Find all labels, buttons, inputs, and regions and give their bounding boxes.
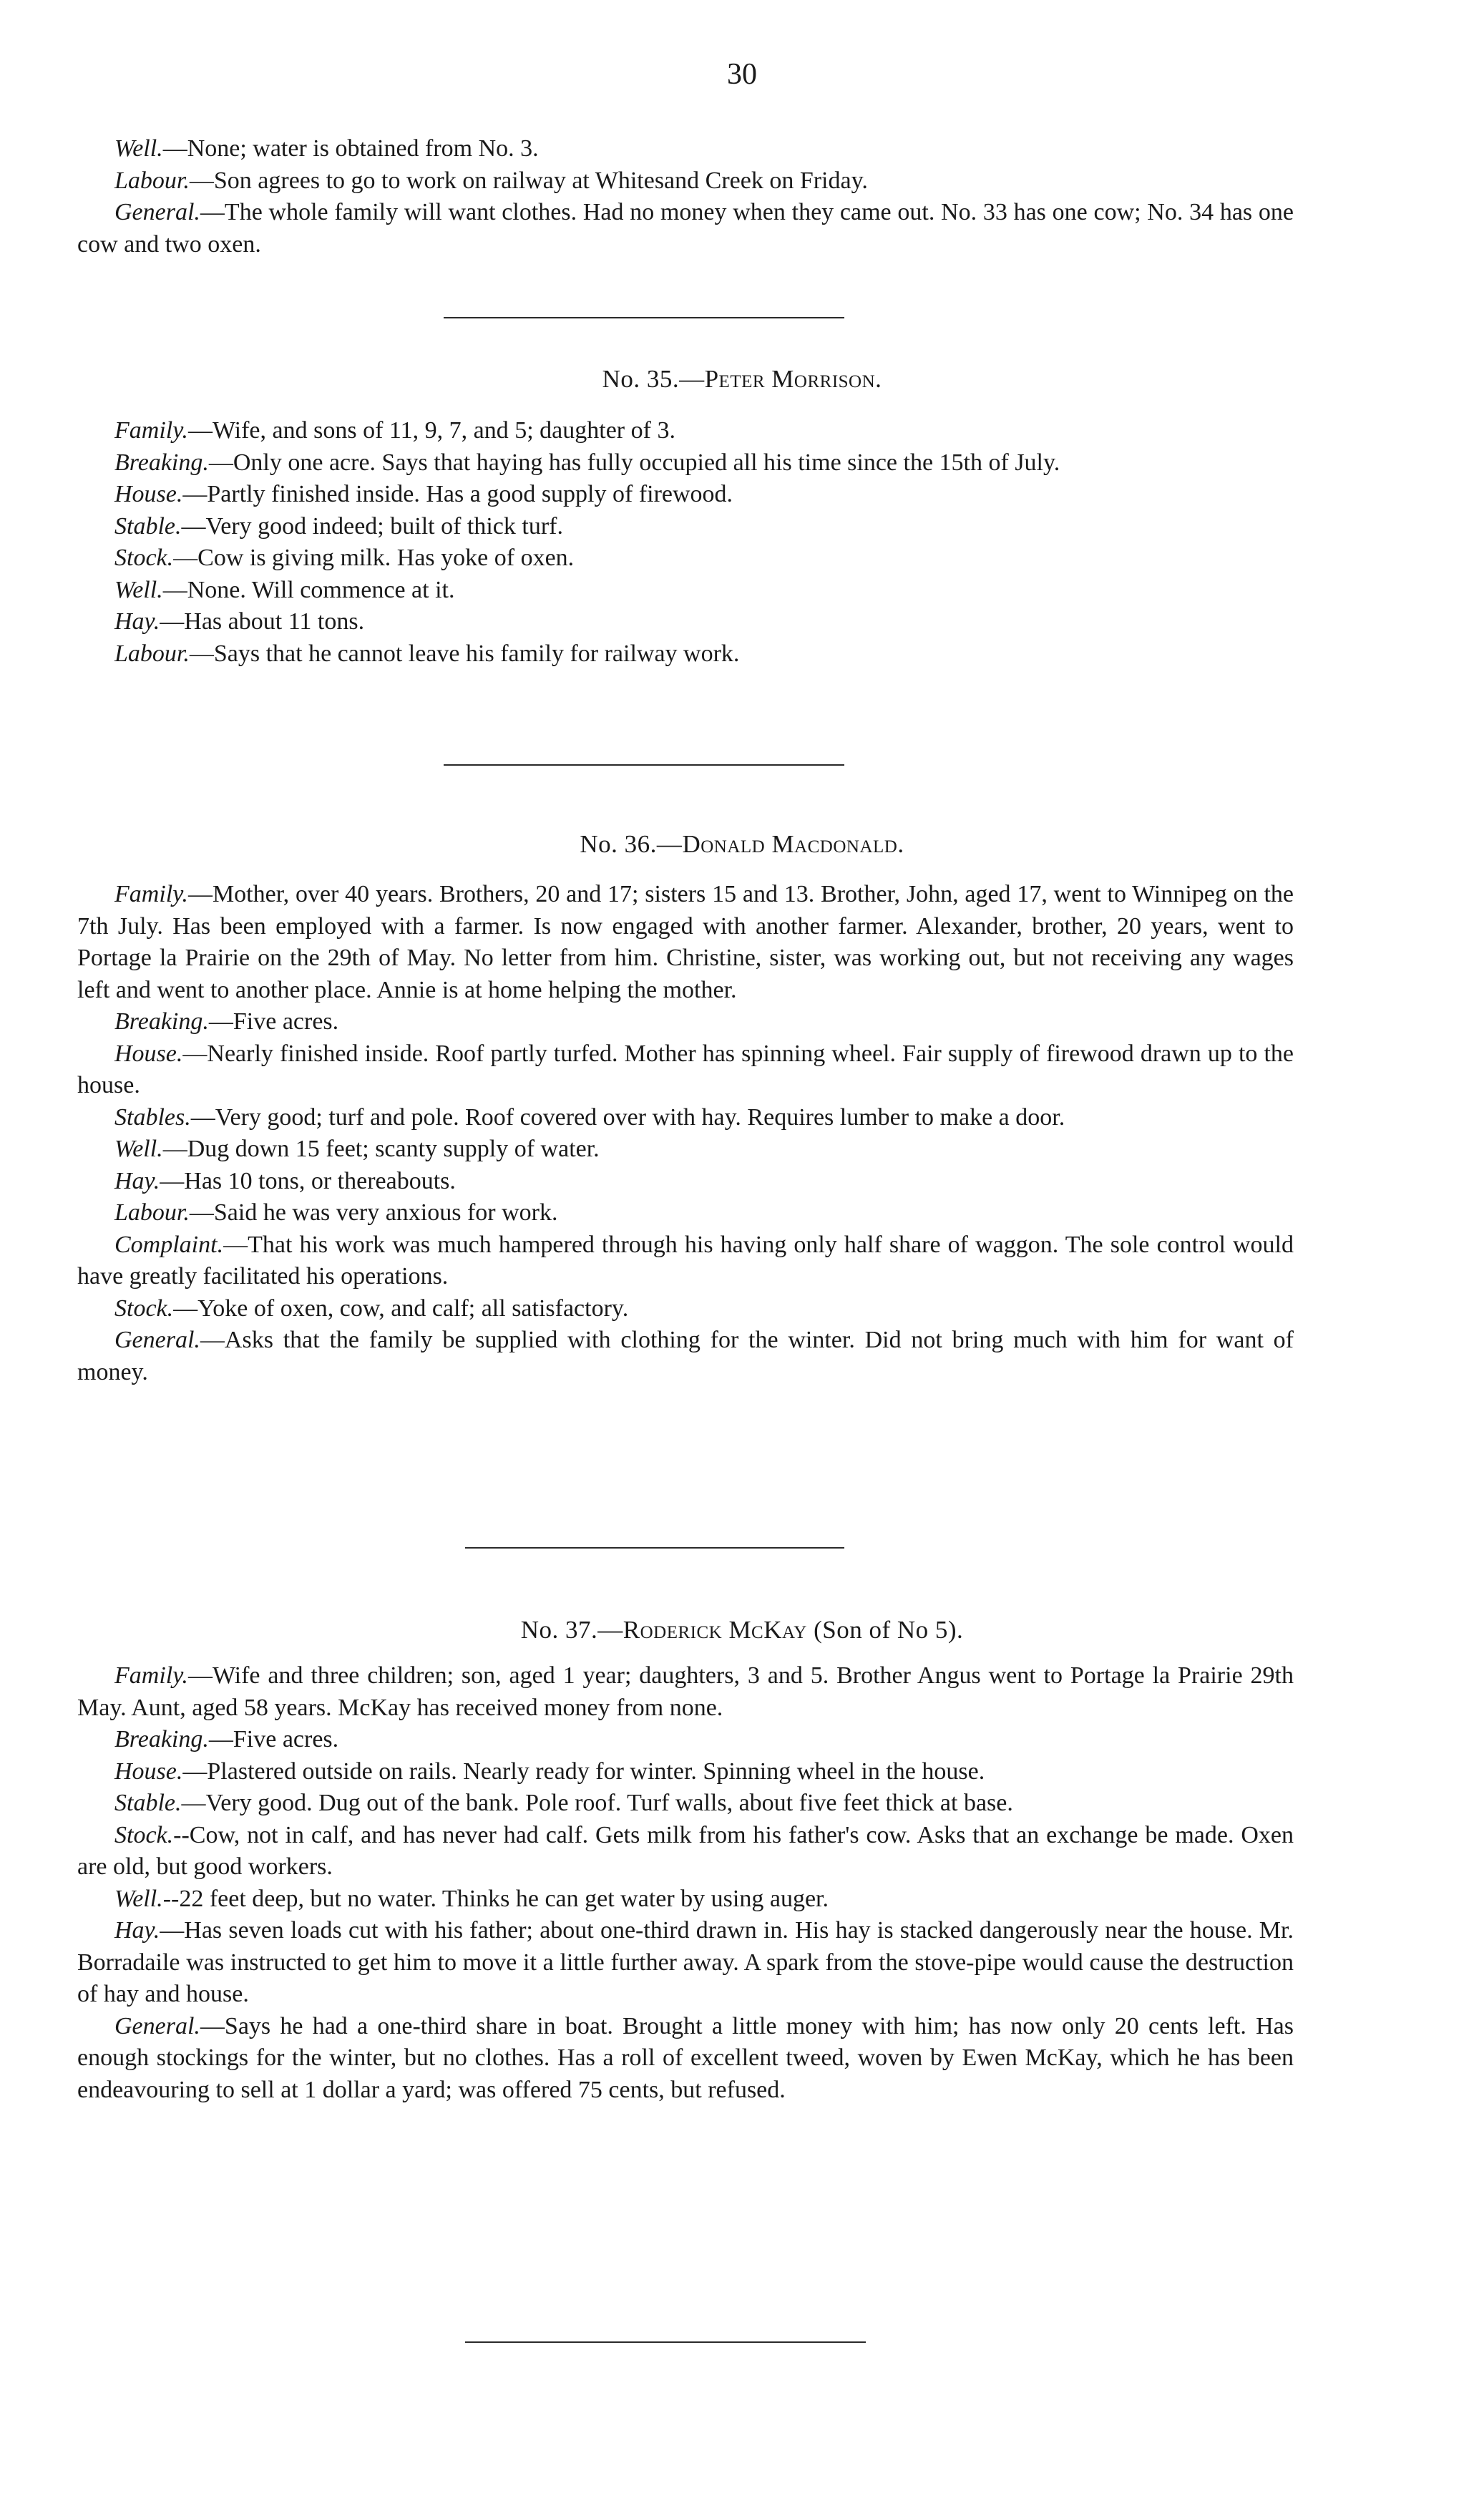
paragraph-label: House. [114, 1758, 183, 1785]
paragraph-text: —Said he was very anxious for work. [189, 1199, 558, 1226]
paragraph-label: Labour. [114, 1199, 190, 1226]
paragraph-text: —Mother, over 40 years. Brothers, 20 and 17; sisters 15 and 13. Brother, John, aged 17, went to Winnipeg on the 7th July. Has been employed with a farmer. Is now engaged with another farmer. Alexander, brother, 20 years, went to Portage la Prairie on the 29th of May. No letter from him. Christine, sister, was working out, but not receiving any wages left and went to another place. Annie is at home helping the mother. [77, 881, 1294, 1003]
section-divider [444, 317, 844, 318]
paragraph-text: —Five acres. [208, 1726, 339, 1752]
paragraph-label: Stable. [114, 512, 182, 540]
entry-paragraph [77, 1102, 1294, 1134]
intro-paragraph [77, 165, 1294, 198]
paragraph-text: —Has 10 tons, or thereabouts. [160, 1167, 456, 1194]
intro-section [77, 133, 1294, 260]
paragraph-label: Hay. [114, 1917, 160, 1944]
entry-name: Donald Macdonald [682, 830, 898, 858]
paragraph-text: —None; water is obtained from No. 3. [162, 135, 539, 162]
entry-body [77, 1660, 1294, 2106]
paragraph-text: —Very good indeed; built of thick turf. [181, 512, 563, 540]
paragraph-label: House. [114, 1040, 183, 1067]
paragraph-label: Well. [114, 135, 163, 162]
entry-paragraph [77, 1724, 1294, 1756]
entry-paragraph [77, 1788, 1294, 1820]
paragraph-text: —Dug down 15 feet; scanty supply of water. [162, 1136, 600, 1162]
entry-paragraph [77, 879, 1294, 1006]
paragraph-text: —Cow is giving milk. Has yoke of oxen. [173, 545, 575, 571]
paragraph-label: Breaking. [114, 1726, 209, 1752]
paragraph-label: Family. [114, 1662, 188, 1689]
entry-paragraph [77, 1883, 1294, 1916]
paragraph-text: —Has about 11 tons. [160, 608, 365, 635]
entry-paragraph [77, 415, 1294, 447]
paragraph-text: —Five acres. [208, 1008, 339, 1035]
paragraph-text: —Son agrees to go to work on railway at Whitesand Creek on Friday. [189, 167, 868, 194]
paragraph-label: Labour. [114, 167, 190, 194]
paragraph-label: Well. [114, 576, 163, 603]
section-divider [465, 2341, 866, 2343]
paragraph-text: --Cow, not in calf, and has never had calf. Gets milk from his father's cow. Asks that an exchange be made. Oxen are old, but good workers. [77, 1821, 1294, 1880]
paragraph-text: —Partly finished inside. Has a good supply of firewood. [182, 481, 733, 507]
paragraph-text: —Very good. Dug out of the bank. Pole roof. Turf walls, about five feet thick at base. [181, 1790, 1013, 1816]
paragraph-label: Stock. [114, 1821, 174, 1848]
paragraph-text: —Yoke of oxen, cow, and calf; all satisfactory. [173, 1295, 629, 1322]
paragraph-text: —That his work was much hampered through his having only half share of waggon. The sole control would have greatly facilitated his operations. [77, 1231, 1294, 1290]
paragraph-text: —Has seven loads cut with his father; about one-third drawn in. His hay is stacked dangerously near the house. Mr. Borradaile was instructed to get him to move it a little further away. A spark from the stove-pipe would cause the destruction of hay and house. [77, 1917, 1294, 2007]
paragraph-label: Hay. [114, 1167, 160, 1194]
entry-paragraph [77, 1915, 1294, 2011]
paragraph-label: Complaint. [114, 1231, 224, 1258]
entry-paragraph [77, 1197, 1294, 1229]
entry-paragraph [77, 1756, 1294, 1788]
intro-paragraph [77, 133, 1294, 165]
entry-paragraph [77, 479, 1294, 511]
paragraph-label: Stock. [114, 1295, 174, 1322]
paragraph-label: Well. [114, 1885, 163, 1912]
paragraph-label: General. [114, 1327, 200, 1353]
paragraph-label: Labour. [114, 640, 190, 667]
entry-name: Peter Morrison [704, 365, 876, 393]
paragraph-label: Well. [114, 1136, 163, 1162]
entry-suffix: . [897, 830, 904, 858]
entry-paragraph [77, 511, 1294, 543]
paragraph-text: —The whole family will want clothes. Had no money when they came out. No. 33 has one cow; No. 34 has one cow and two oxen. [77, 199, 1294, 258]
entry-suffix: (Son of No 5). [806, 1616, 964, 1644]
paragraph-text: --22 feet deep, but no water. Thinks he can get water by using auger. [162, 1885, 829, 1912]
entry-paragraph [77, 1166, 1294, 1198]
entry-paragraph [77, 2011, 1294, 2107]
paragraph-text: —Wife and three children; son, aged 1 year; daughters, 3 and 5. Brother Angus went to Portage la Prairie 29th May. Aunt, aged 58 years. McKay has received money from none. [77, 1662, 1294, 1721]
paragraph-text: —Only one acre. Says that haying has fully occupied all his time since the 15th of July. [208, 449, 1060, 476]
entry-number: No. 35.— [602, 365, 705, 393]
entry-suffix: . [875, 365, 882, 393]
entry-number: No. 36.— [580, 830, 683, 858]
paragraph-text: —Plastered outside on rails. Nearly ready for winter. Spinning wheel in the house. [182, 1758, 985, 1785]
entry-paragraph [77, 1006, 1294, 1038]
entry-paragraph [77, 542, 1294, 575]
section-divider [465, 1547, 844, 1549]
page-number: 30 [727, 58, 757, 91]
paragraph-label: Stock. [114, 545, 174, 571]
paragraph-label: General. [114, 199, 200, 225]
paragraph-label: General. [114, 2012, 200, 2039]
entry-number: No. 37.— [520, 1616, 623, 1644]
paragraph-label: Breaking. [114, 1008, 209, 1035]
entry-paragraph [77, 1229, 1294, 1293]
paragraph-label: Stable. [114, 1790, 182, 1816]
paragraph-text: —Very good; turf and pole. Roof covered over with hay. Requires lumber to make a door. [190, 1103, 1065, 1131]
entry-paragraph [77, 638, 1294, 671]
entry-paragraph [77, 447, 1294, 479]
paragraph-label: Breaking. [114, 449, 209, 476]
entry-paragraph [77, 1325, 1294, 1388]
entry-paragraph [77, 1820, 1294, 1883]
entry-body [77, 879, 1294, 1388]
intro-paragraph [77, 197, 1294, 260]
entry-name: Roderick McKay [623, 1616, 807, 1644]
paragraph-label: Family. [114, 417, 188, 444]
entry-paragraph [77, 1660, 1294, 1724]
entry-paragraph [77, 606, 1294, 638]
entry-paragraph [77, 1038, 1294, 1102]
paragraph-label: House. [114, 481, 183, 507]
paragraph-text: —None. Will commence at it. [162, 576, 455, 603]
paragraph-label: Hay. [114, 608, 160, 635]
paragraph-text: —Wife, and sons of 11, 9, 7, and 5; daughter of 3. [187, 417, 675, 444]
entry-heading [0, 1616, 1484, 1644]
paragraph-text: —Asks that the family be supplied with clothing for the winter. Did not bring much with him for want of money. [77, 1327, 1294, 1385]
entry-heading [0, 830, 1484, 859]
paragraph-label: Stables. [114, 1103, 191, 1131]
entry-paragraph [77, 1293, 1294, 1325]
section-divider [444, 764, 844, 766]
entry-body [77, 415, 1294, 670]
paragraph-text: —Says he had a one-third share in boat. Brought a little money with him; has now only 20 cents left. Has enough stockings for the winter, but no clothes. Has a roll of excellent tweed, woven by Ewen McKay, which he has been endeavouring to sell at 1 dollar a yard; was offered 75 cents, but refused. [77, 2012, 1294, 2103]
paragraph-text: —Nearly finished inside. Roof partly turfed. Mother has spinning wheel. Fair supply of firewood drawn up to the house. [77, 1040, 1294, 1098]
paragraph-text: —Says that he cannot leave his family for railway work. [189, 640, 740, 667]
entry-paragraph [77, 575, 1294, 607]
paragraph-label: Family. [114, 881, 188, 907]
entry-paragraph [77, 1134, 1294, 1166]
entry-heading [0, 365, 1484, 394]
